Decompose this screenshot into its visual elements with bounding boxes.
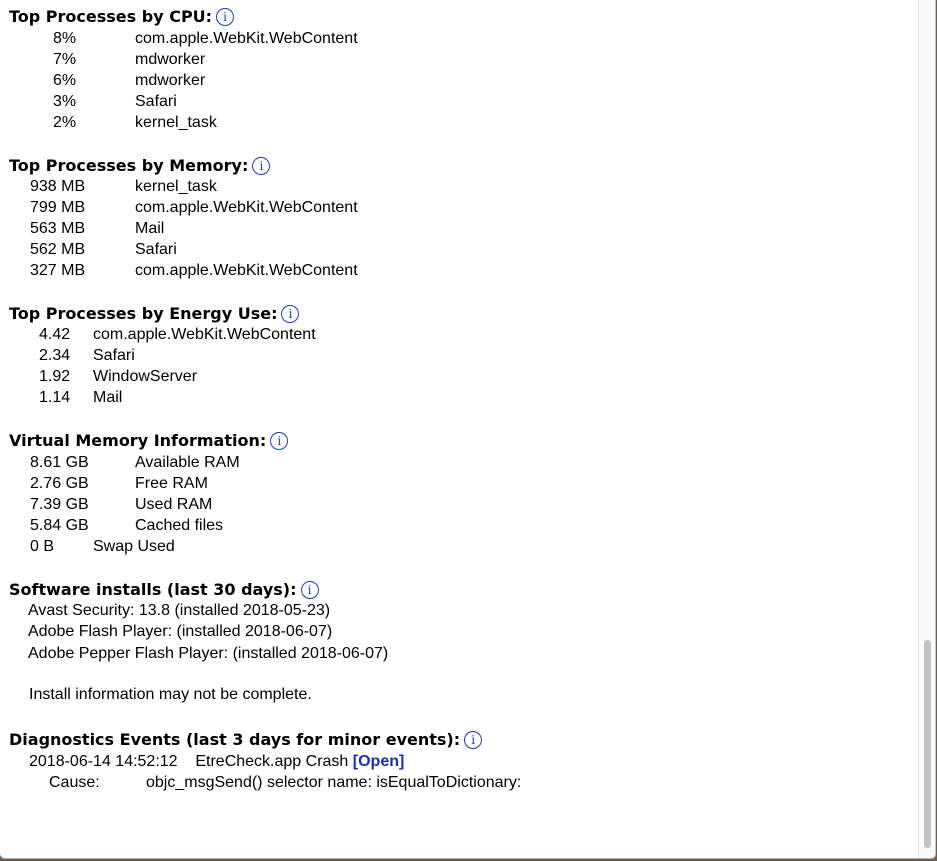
energy-score: 1.14: [39, 389, 71, 406]
vm-amount: 8.61 GB: [30, 454, 89, 471]
vm-amount: 2.76 GB: [30, 475, 89, 492]
cpu-section-title: Top Processes by CPU:: [9, 7, 213, 26]
process-name: com.apple.WebKit.WebContent: [135, 262, 358, 279]
info-icon[interactable]: i: [281, 305, 299, 323]
energy-section-heading: [9, 304, 299, 323]
vm-label: Used RAM: [135, 496, 213, 513]
vm-amount: 7.39 GB: [30, 496, 89, 513]
scrollbar-thumb[interactable]: [924, 640, 931, 848]
cpu-percent: 6%: [53, 72, 77, 89]
info-icon[interactable]: i: [270, 432, 288, 450]
software-section-title: Software installs (last 30 days):: [9, 580, 297, 599]
info-icon[interactable]: i: [464, 731, 482, 749]
vm-label: Available RAM: [135, 454, 240, 471]
process-name: com.apple.WebKit.WebContent: [135, 30, 358, 47]
memory-section-heading: [9, 156, 270, 175]
process-name: kernel_task: [135, 178, 217, 195]
memory-amount: 799 MB: [30, 199, 86, 216]
open-crash-report-link[interactable]: [Open]: [352, 753, 405, 770]
process-name: Mail: [93, 389, 123, 406]
vm-section-heading: [9, 431, 288, 450]
process-name: mdworker: [135, 51, 206, 68]
process-name: Mail: [135, 220, 165, 237]
cpu-percent: 3%: [53, 93, 77, 110]
process-name: kernel_task: [135, 114, 217, 131]
process-name: Safari: [135, 93, 177, 110]
event-timestamp: 2018-06-14 14:52:12: [29, 753, 178, 770]
energy-score: 2.34: [39, 347, 71, 364]
energy-score: 1.92: [39, 368, 71, 385]
diagnostics-section-title: Diagnostics Events (last 3 days for minor events):: [9, 730, 461, 749]
event-cause-label: Cause:: [49, 774, 100, 791]
memory-amount: 938 MB: [30, 178, 86, 195]
event-description: EtreCheck.app Crash: [195, 753, 349, 770]
cpu-percent: 2%: [53, 114, 77, 131]
cpu-percent: 7%: [53, 51, 77, 68]
diagnostics-section-heading: [9, 730, 482, 749]
vm-section-title: Virtual Memory Information:: [9, 431, 267, 450]
software-install-line: Avast Security: 13.8 (installed 2018-05-23): [28, 602, 331, 619]
process-name: WindowServer: [93, 368, 198, 385]
process-name: Safari: [135, 241, 177, 258]
cpu-percent: 8%: [53, 30, 77, 47]
vm-amount: 5.84 GB: [30, 517, 89, 534]
vm-label: Swap Used: [93, 538, 175, 555]
event-cause-value: objc_msgSend() selector name: isEqualToDictionary:: [146, 774, 522, 791]
process-name: com.apple.WebKit.WebContent: [93, 326, 316, 343]
memory-section-title: Top Processes by Memory:: [9, 156, 249, 175]
diagnostics-event-row: [29, 752, 404, 772]
software-install-line: Adobe Pepper Flash Player: (installed 2018-06-07): [28, 645, 389, 662]
info-icon[interactable]: i: [216, 8, 234, 26]
vm-label: Cached files: [135, 517, 224, 534]
process-name: com.apple.WebKit.WebContent: [135, 199, 358, 216]
vm-amount: 0 B: [30, 538, 55, 555]
software-section-heading: [9, 580, 319, 599]
cpu-section-heading: [9, 7, 234, 26]
memory-amount: 562 MB: [30, 241, 86, 258]
vertical-scrollbar[interactable]: [918, 0, 935, 858]
software-install-line: Adobe Flash Player: (installed 2018-06-07): [28, 623, 333, 640]
process-name: Safari: [93, 347, 135, 364]
info-icon[interactable]: i: [301, 581, 319, 599]
memory-amount: 327 MB: [30, 262, 86, 279]
info-icon[interactable]: i: [252, 157, 270, 175]
vm-label: Free RAM: [135, 475, 208, 492]
memory-amount: 563 MB: [30, 220, 86, 237]
energy-score: 4.42: [39, 326, 71, 343]
process-name: mdworker: [135, 72, 206, 89]
install-info-note: Install information may not be complete.: [29, 686, 312, 703]
energy-section-title: Top Processes by Energy Use:: [9, 304, 278, 323]
